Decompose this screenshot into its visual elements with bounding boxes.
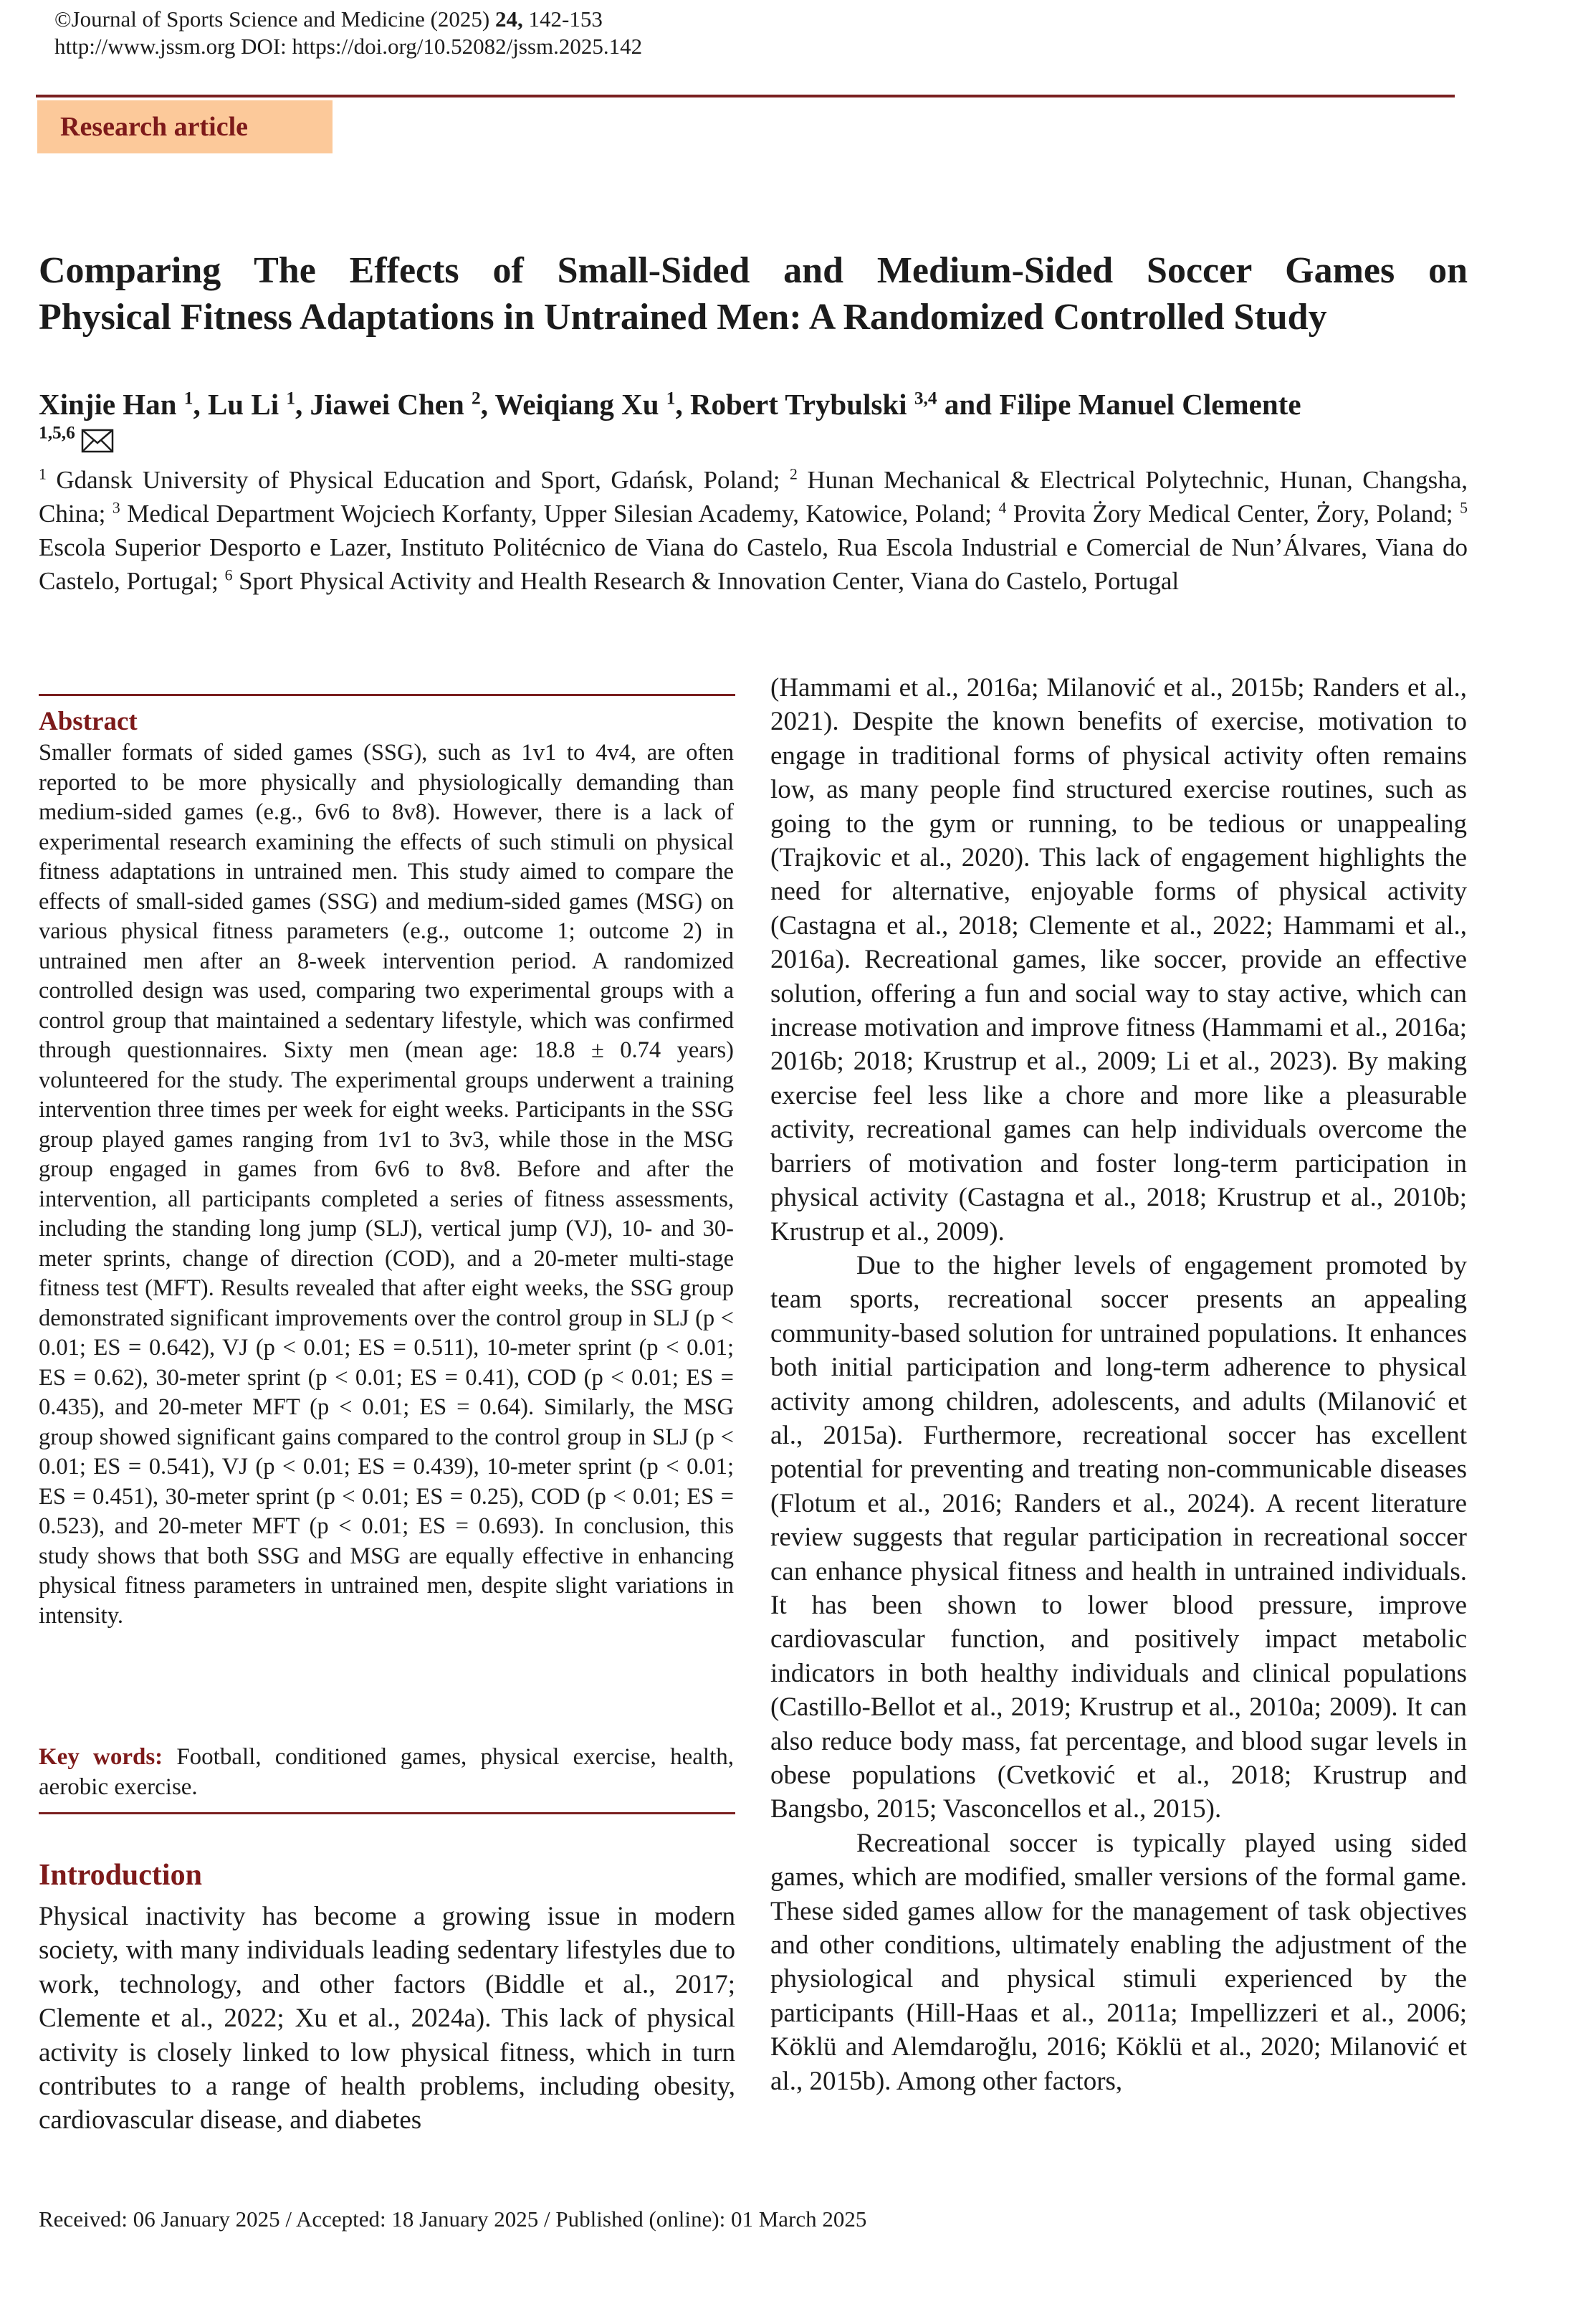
journal-citation-line: ©Journal of Sports Science and Medicine (2025) 24, 142-153 (54, 6, 603, 32)
keywords-label: Key words: (39, 1744, 163, 1770)
paper-title (39, 247, 1468, 340)
article-type-label: Research article (60, 112, 249, 142)
header-rule (36, 95, 1455, 97)
abstract-heading: Abstract (39, 707, 138, 736)
keywords-text: Football, conditioned games, physical exercise, health, aerobic exercise. (39, 1744, 734, 1800)
abstract-top-rule (39, 694, 735, 696)
intro-paragraph-1-continued: (Hammami et al., 2016a; Milanović et al., 2015b; Randers et al., 2021). Despite the known benefits of exercise, motivation to engage in traditional forms of physical activity often remains low, as many people find structured exercise routines, such as going to the gym or running, to be tedious or unappealing (Trajkovic et al., 2020). This lack of engagement highlights the need for alternative, enjoyable forms of physical activity (Castagna et al., 2018; Clemente et al., 2022; Hammami et al., 2016a). Recreational games, like soccer, provide an effective solution, offering a fun and social way to stay active, which can increase motivation and improve fitness (Hammami et al., 2016a; 2016b; 2018; Krustrup et al., 2009; Li et al., 2023). By making exercise feel less like a chore and more like a pleasurable activity, recreational games can help individuals overcome the barriers of motivation and foster long-term participation in physical activity (Castagna et al., 2018; Krustrup et al., 2010b; Krustrup et al., 2009). (770, 673, 1467, 1247)
author-list: Xinjie Han $^1$, Lu Li $^1$, Jiawei Chen $^2$, Weiqiang Xu $^1$, Robert Trybulski $^{3,4}$ and Filipe Manuel Clemente $^{1,5,6}$ (39, 387, 1468, 460)
introduction-heading: Introduction (39, 1859, 202, 1892)
article-type-badge (37, 100, 333, 153)
intro-paragraph-col1: Physical inactivity has become a growing issue in modern society, with many individuals leading sedentary lifestyles due to work, technology, and other factors (Biddle et al., 2017; Clemente et al., 2022; Xu et al., 2024a). This lack of physical activity is closely linked to low physical fitness, which in turn contributes to a range of health problems, including obesity, cardiovascular disease, and diabetes (39, 1902, 735, 2135)
abstract-bottom-rule (39, 1812, 735, 1814)
title-line-1: Comparing The Effects of Small-Sided and Medium-Sided Soccer Games on (39, 250, 1468, 291)
mail-icon[interactable] (81, 426, 114, 460)
publication-dates: Received: 06 January 2025 / Accepted: 18 January 2025 / Published (online): 01 March 2025 (39, 2206, 867, 2232)
abstract-text: Smaller formats of sided games (SSG), such as 1v1 to 4v4, are often reported to be more physically and physiologically demanding than medium-sided games (e.g., 6v6 to 8v8). However, there is a lack of experimental research examining the effects of such stimuli on physical fitness adaptations in untrained men. This study aimed to compare the effects of small-sided games (SSG) and medium-sided games (MSG) on various physical fitness parameters (e.g., outcome 1; outcome 2) in untrained men after an 8-week intervention period. A randomized controlled design was used, comparing two experimental groups with a control group that maintained a sedentary lifestyle, which was confirmed through questionnaires. Sixty men (mean age: 18.8 ± 0.74 years) volunteered for the study. The experimental groups underwent a training intervention three times per week for eight weeks. Participants in the SSG group played games ranging from 1v1 to 3v3, while those in the MSG group engaged in games from 6v6 to 8v8. Before and after the intervention, all participants completed a series of fitness assessments, including the standing long jump (SLJ), vertical jump (VJ), 10- and 30-meter sprints, change of direction (COD), and a 20-meter multi-stage fitness test (MFT). Results revealed that after eight weeks, the SSG group demonstrated significant improvements over the control group in SLJ (p < 0.01; ES = 0.642), VJ (p < 0.01; ES = 0.511), 10-meter sprint (p < 0.01; ES = 0.62), 30-meter sprint (p < 0.01; ES = 0.41), COD (p < 0.01; ES = 0.435), and 20-meter MFT (p < 0.01; ES = 0.64). Similarly, the MSG group showed significant gains compared to the control group in SLJ (p < 0.01; ES = 0.541), VJ (p < 0.01; ES = 0.439), 10-meter sprint (p < 0.01; ES = 0.451), 30-meter sprint (p < 0.01; ES = 0.25), COD (p < 0.01; ES = 0.523), and 20-meter MFT (p < 0.01; ES = 0.693). In conclusion, this study shows that both SSG and MSG are equally effective in enhancing physical fitness parameters in untrained men, despite slight variations in intensity. (39, 740, 734, 1629)
title-line-2: Physical Fitness Adaptations in Untrained Men: A Randomized Controlled Study (39, 297, 1327, 338)
intro-paragraph-2: Due to the higher levels of engagement promoted by team sports, recreational soccer presents an appealing community-based solution for untrained populations. It enhances both initial participation and long-term adherence to physical activity among children, adolescents, and adults (Milanović et al., 2015a). Furthermore, recreational soccer has excellent potential for preventing and treating non-communicable diseases (Flotum et al., 2016; Randers et al., 2024). A recent literature review suggests that regular participation in recreational soccer can enhance physical fitness and health in untrained individuals. It has been shown to lower blood pressure, improve cardiovascular function, and positively impact metabolic indicators in both healthy individuals and clinical populations (Castillo-Bellot et al., 2019; Krustrup et al., 2010a; 2009). It can also reduce body mass, fat percentage, and blood sugar levels in obese populations (Cvetković et al., 2018; Krustrup and Bangsbo, 2015; Vasconcellos et al., 2015). (770, 1250, 1467, 1824)
journal-volume: 24, (495, 6, 523, 32)
journal-url-doi[interactable]: http://www.jssm.org DOI: https://doi.org/10.52082/jssm.2025.142 (54, 34, 643, 59)
right-column-text (770, 671, 1467, 2098)
keywords (39, 1742, 734, 1802)
intro-paragraph-3: Recreational soccer is typically played using sided games, which are modified, smaller versions of the formal game. These sided games allow for the management of task objectives and other conditions, ultimately enabling the adjustment of the physiological and physical stimuli experienced by the participants (Hill-Haas et al., 2011a; Impellizzeri et al., 2006; Köklü and Alemdaroğlu, 2016; Köklü et al., 2020; Milanović et al., 2015b). Among other factors, (770, 1828, 1467, 2096)
affiliations: $^1$ Gdansk University of Physical Education and Sport, Gdańsk, Poland; $^2$ Hunan Mechanical & Electrical Polytechnic, Hunan, Changsha, China; $^3$ Medical Department Wojciech Korfanty, Upper Silesian Academy, Katowice, Poland; $^4$ Provita Żory Medical Center, Żory, Poland; $^5$ Escola Superior Desporto e Lazer, Instituto Politécnico de Viana do Castelo, Rua Escola Industrial e Comercial de Nun’Álvares, Viana do Castelo, Portugal; $^6$ Sport Physical Activity and Health Research & Innovation Center, Viana do Castelo, Portugal (39, 465, 1468, 595)
